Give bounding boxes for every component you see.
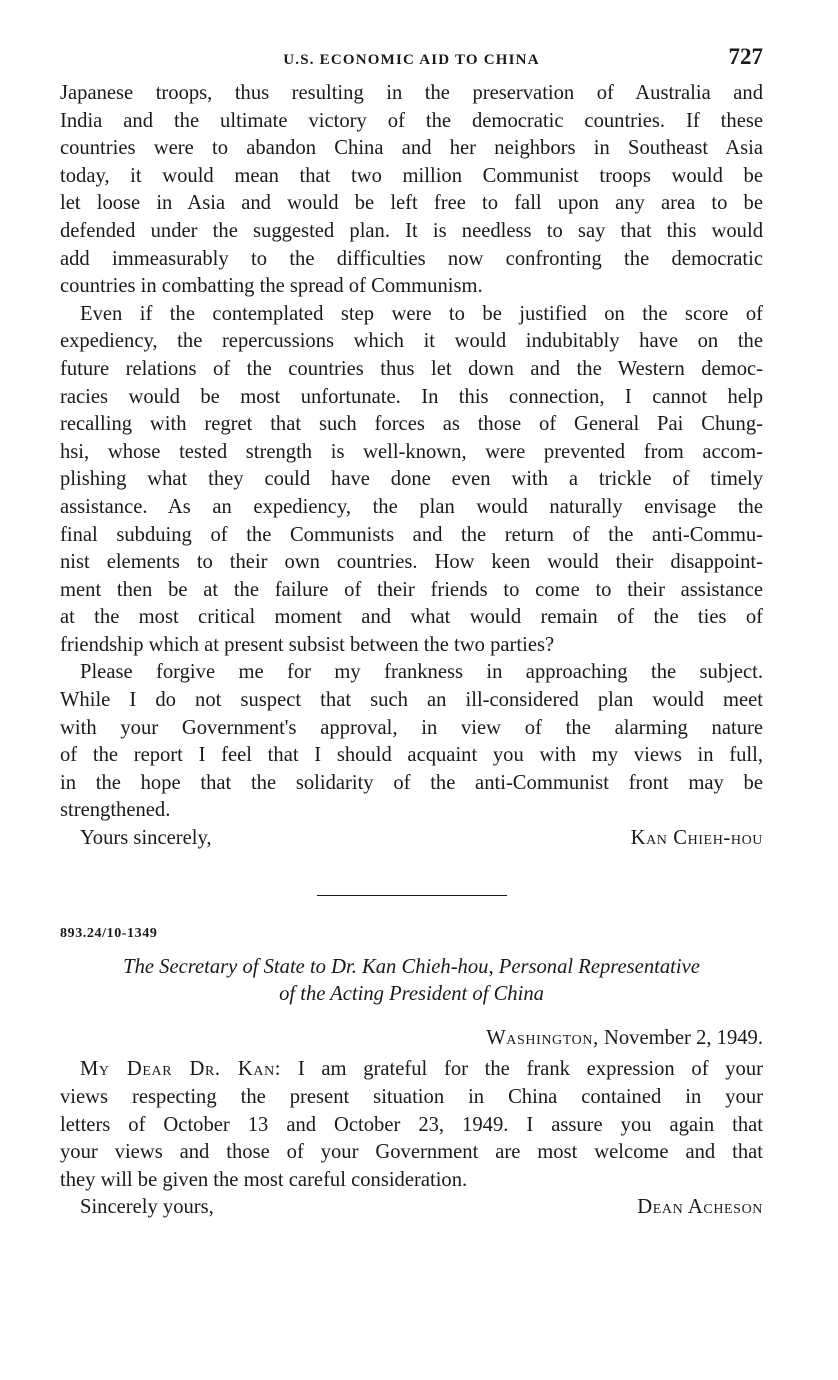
signature: Dean Acheson xyxy=(637,1196,763,1219)
heading-line: of the Acting President of China xyxy=(279,983,544,1006)
text-line: in the hope that the solidarity of the anti-Communist front may be xyxy=(60,771,763,794)
text-line: letters of October 13 and October 23, 1949. I assure you again that xyxy=(60,1113,763,1136)
text-line xyxy=(60,1056,763,1084)
letter2-closing xyxy=(60,1194,763,1222)
text-line: future relations of the countries thus let down and the Western democ- xyxy=(60,357,763,380)
text-line: they will be given the most careful consideration. xyxy=(60,1168,468,1191)
closing-phrase: Yours sincerely, xyxy=(80,827,212,850)
text-line: let loose in Asia and would be left free to fall upon any area to be xyxy=(60,192,763,215)
text-line: final subduing of the Communists and the return of the anti-Commu- xyxy=(60,523,763,546)
letter2-body xyxy=(60,1056,763,1194)
text-line: racies would be most unfortunate. In this connection, I cannot help xyxy=(60,385,763,408)
dateline-place: Washington, xyxy=(486,1026,599,1049)
text-line: friendship which at present subsist between the two parties? xyxy=(60,633,555,656)
text-line: views respecting the present situation in China contained in your xyxy=(60,1086,763,1108)
text-line: While I do not suspect that such an ill-considered plan would meet xyxy=(60,689,763,712)
letter1-paragraph-2 xyxy=(60,301,763,660)
text-line: Please forgive me for my frankness in approaching the subject. xyxy=(80,661,763,684)
page-number: 727 xyxy=(728,44,763,69)
letter1-paragraph-1 xyxy=(60,80,763,301)
section-divider xyxy=(317,895,507,896)
letter2-heading xyxy=(60,954,763,1009)
text-line: recalling with regret that such forces as those of General Pai Chung- xyxy=(60,413,763,436)
signature: Kan Chieh-hou xyxy=(630,827,763,850)
running-header xyxy=(60,44,763,80)
text-line: plishing what they could have done even with a trickle of timely xyxy=(60,468,763,491)
dateline-date: November 2, 1949. xyxy=(604,1026,763,1049)
body-text: I am grateful for the frank expression of your xyxy=(297,1058,764,1081)
running-title: U.S. ECONOMIC AID TO CHINA xyxy=(283,52,540,68)
text-line: today, it would mean that two million Communist troops would be xyxy=(60,164,763,187)
document-page xyxy=(60,44,763,1222)
text-line: nist elements to their own countries. How keen would their disappoint- xyxy=(60,551,763,574)
file-number: 893.24/10-1349 xyxy=(60,925,158,941)
text-line: expediency, the repercussions which it would indubitably have on the xyxy=(60,330,763,353)
text-line: of the report I feel that I should acquaint you with my views in full, xyxy=(60,744,763,767)
closing-phrase: Sincerely yours, xyxy=(80,1196,214,1219)
letter1-paragraph-3 xyxy=(60,659,763,825)
text-line: with your Government's approval, in view of the alarming nature xyxy=(60,716,763,739)
heading-line: The Secretary of State to Dr. Kan Chieh-hou, Personal Representative xyxy=(123,955,700,978)
text-line: at the most critical moment and what would remain of the ties of xyxy=(60,606,763,629)
text-line: your views and those of your Government are most welcome and that xyxy=(60,1141,763,1164)
text-line: countries in combatting the spread of Communism. xyxy=(60,275,483,298)
text-line: Even if the contemplated step were to be justified on the score of xyxy=(80,302,763,325)
text-line: add immeasurably to the difficulties now confronting the democratic xyxy=(60,247,763,270)
letter1-closing xyxy=(60,825,763,853)
dateline xyxy=(60,1025,763,1053)
text-line: India and the ultimate victory of the democratic countries. If these xyxy=(60,109,763,132)
text-line: ment then be at the failure of their friends to come to their assistance xyxy=(60,578,763,601)
text-line: hsi, whose tested strength is well-known, were prevented from accom- xyxy=(60,440,763,463)
salutation: My Dear Dr. Kan: xyxy=(80,1058,282,1081)
text-line: countries were to abandon China and her neighbors in Southeast Asia xyxy=(60,137,763,160)
text-line: assistance. As an expediency, the plan would naturally envisage the xyxy=(60,495,763,518)
text-line: defended under the suggested plan. It is needless to say that this would xyxy=(60,219,763,242)
text-line: strengthened. xyxy=(60,799,171,822)
text-line: Japanese troops, thus resulting in the preservation of Australia and xyxy=(60,82,763,104)
